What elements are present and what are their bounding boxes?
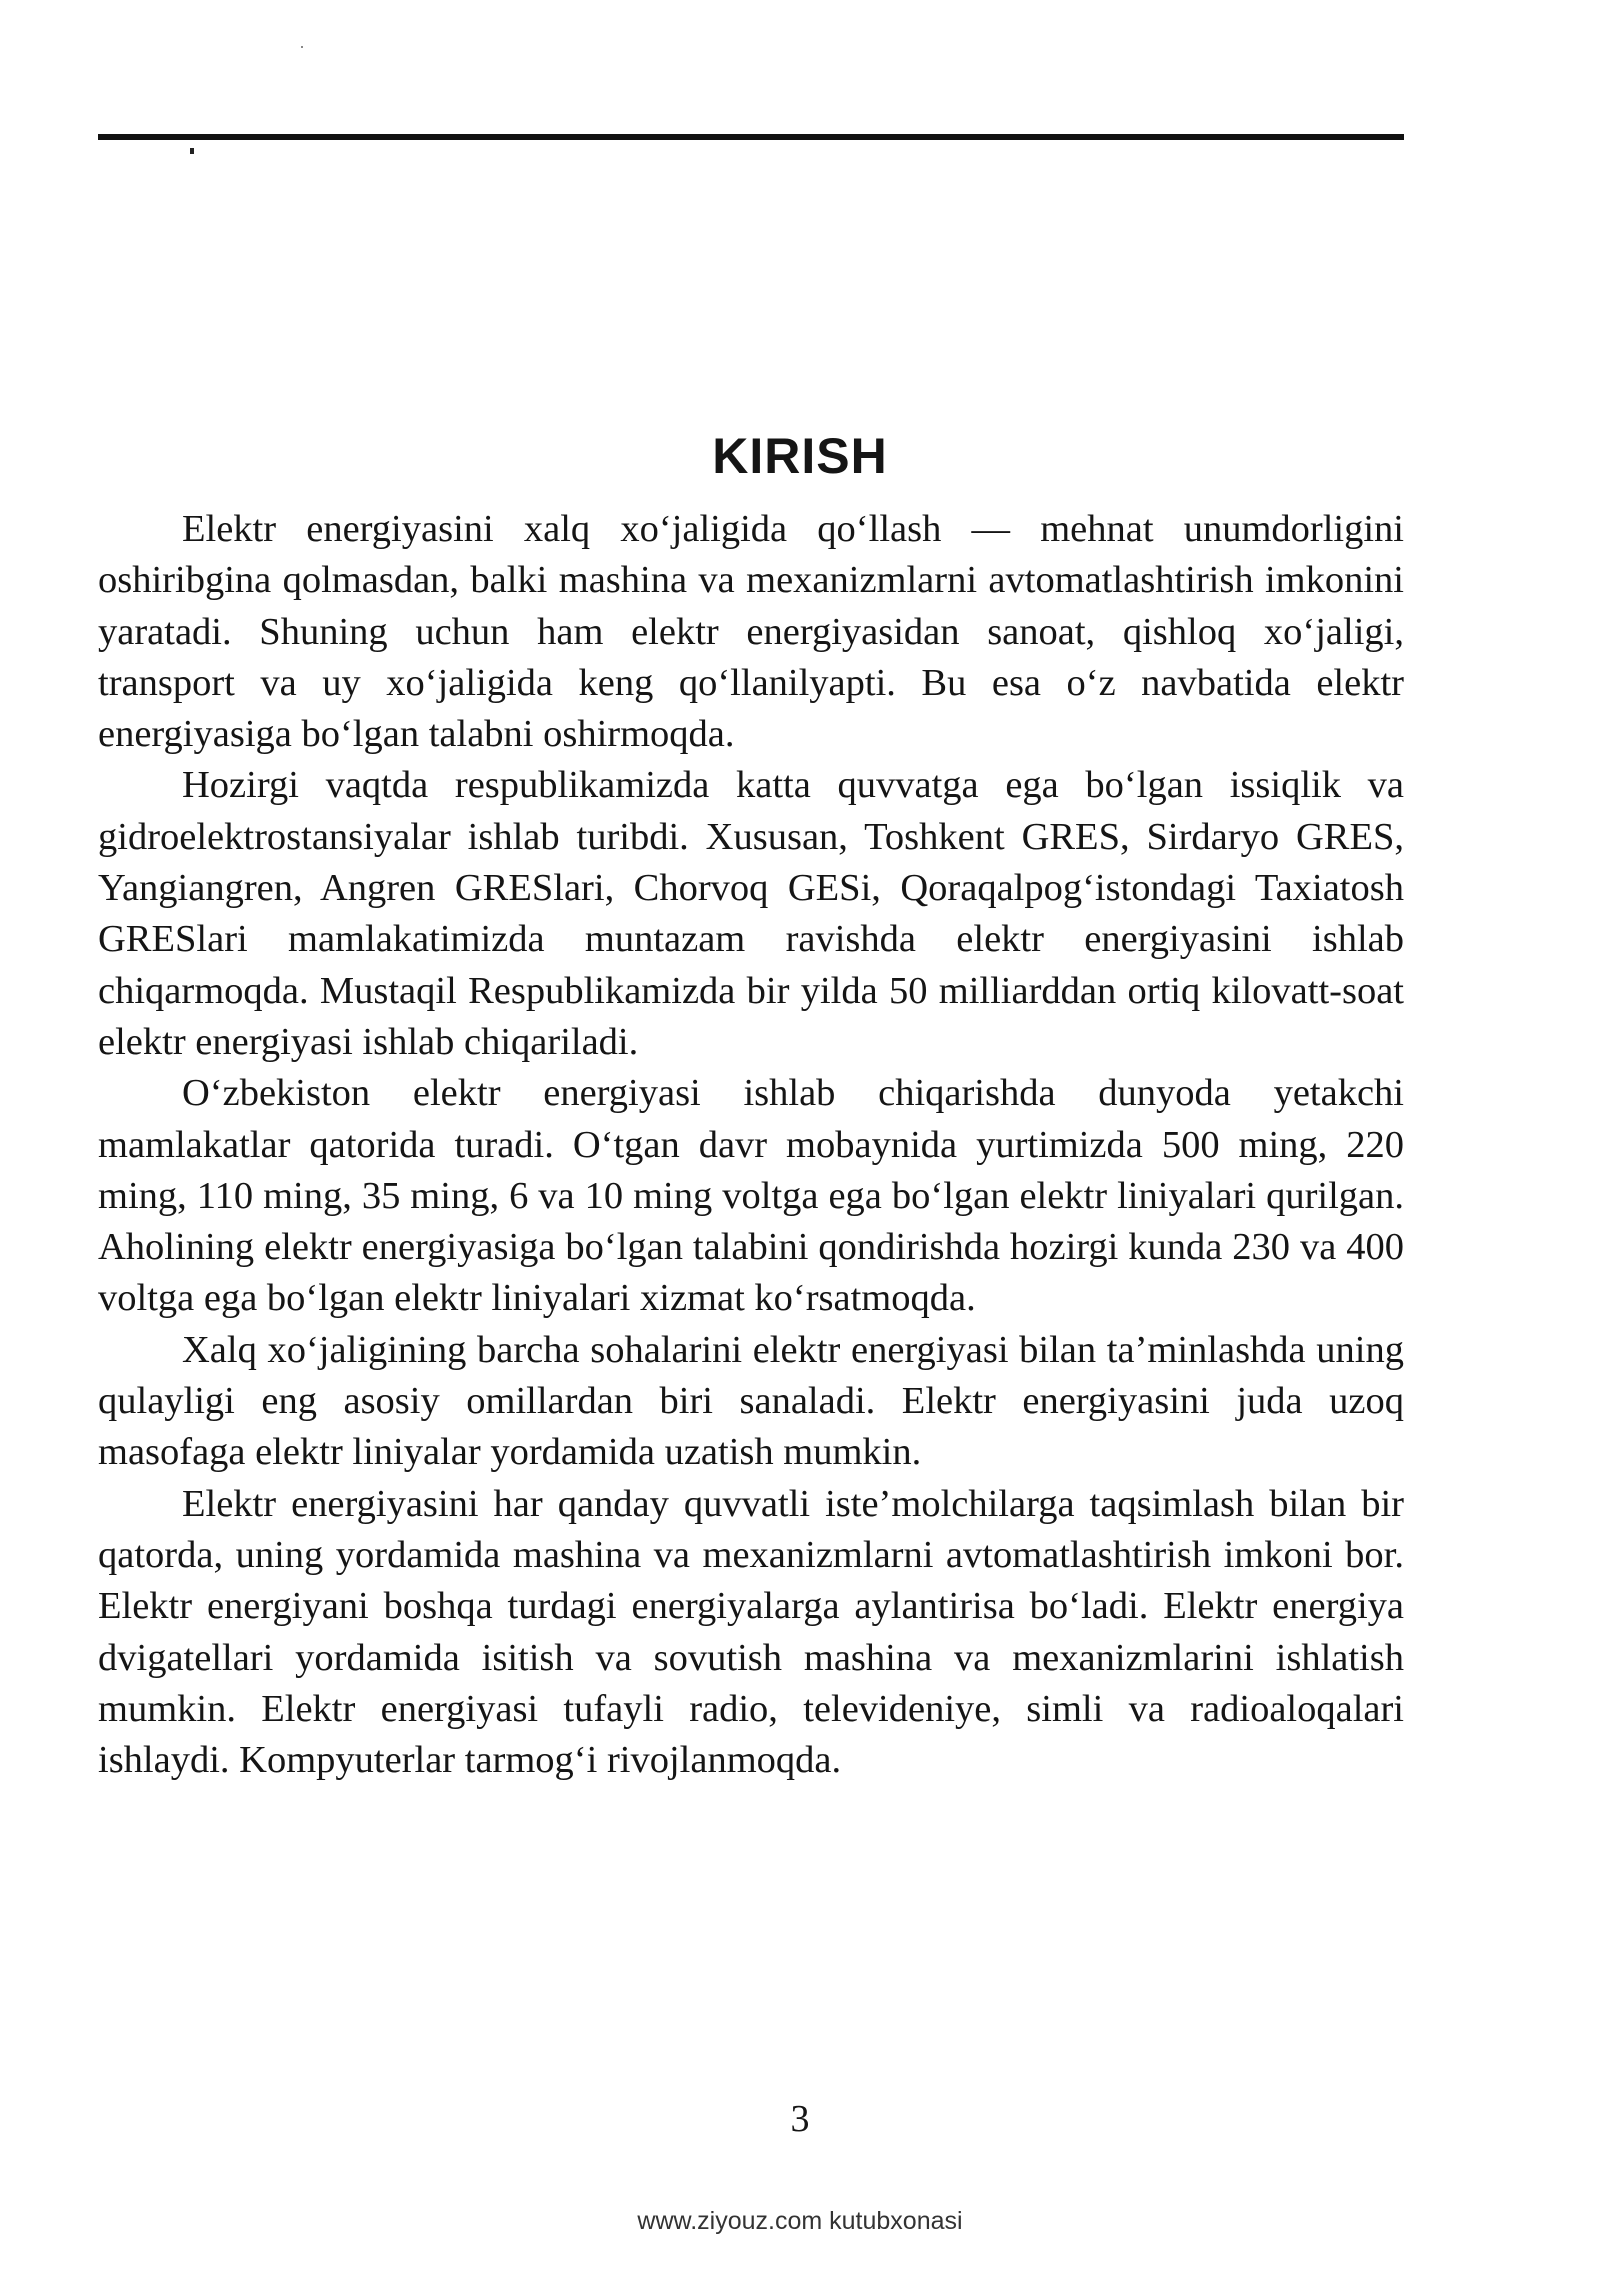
body-text (98, 504, 1404, 1786)
header-rule (98, 134, 1404, 140)
footer-credit: www.ziyouz.com kutubxonasi (637, 2207, 963, 2235)
page-title: KIRISH (712, 427, 888, 484)
scan-speck (190, 148, 194, 154)
paragraph: Elektr energiyasini xalq xo‘jaligida qo‘llash — mehnat unumdorligini oshiribgina qolmasdan, balki mashina va mexanizmlarni avtomatlashtirish imkonini yaratadi. Shuning uchun ham elektr energiyasidan sanoat, qishloq xo‘jaligi, transport va uy xo‘jaligida keng qo‘llanilyapti. Bu esa o‘z navbatida elektr energiyasiga bo‘lgan talabni oshirmoqda. (98, 508, 1404, 756)
paragraph: Xalq xo‘jaligining barcha sohalarini elektr energiyasi bilan ta’minlashda uning qulayligi eng asosiy omillardan biri sanaladi. Elektr energiyasini juda uzoq masofaga elektr liniyalar yordamida uzatish mumkin. (98, 1328, 1404, 1474)
paragraph: O‘zbekiston elektr energiyasi ishlab chiqarishda dunyoda yetakchi mamlakatlar qatorida turadi. O‘tgan davr mobaynida yurtimizda 500 ming, 220 ming, 110 ming, 35 ming, 6 va 10 ming voltga ega bo‘lgan elektr liniyalari qurilgan. Aholining elektr energiyasiga bo‘lgan talabini qondirishda hozirgi kunda 230 va 400 voltga ega bo‘lgan elektr liniyalari xizmat ko‘rsatmoqda. (98, 1072, 1404, 1320)
page-number: 3 (790, 2098, 810, 2140)
paragraph: Hozirgi vaqtda respublikamizda katta quvvatga ega bo‘lgan issiqlik va gidroelektrostansiyalar ishlab turibdi. Xususan, Toshkent GRES, Sirdaryo GRES, Yangiangren, Angren GRESlari, Chorvoq GESi, Qoraqalpog‘istondagi Taxiatosh GRESlari mamlakatimizda muntazam ravishda elektr energiyasini ishlab chiqarmoqda. Mustaqil Respublikamizda bir yilda 50 milliarddan ortiq kilovatt-soat elektr energiyasi ishlab chiqariladi. (98, 764, 1404, 1063)
scan-speck (301, 46, 303, 48)
paragraph: Elektr energiyasini har qanday quvvatli iste’molchilarga taqsimlash bilan bir qatorda, uning yordamida mashina va mexanizmlarni avtomatlashtirish imkoni bor. Elektr energiyani boshqa turdagi energiyalarga aylantirisa bo‘ladi. Elektr energiya dvigatellari yordamida isitish va sovutish mashina va mexanizmlarini ishlatish mumkin. Elektr energiyasi tufayli radio, televideniye, simli va radioaloqalari ishlaydi. Kompyuterlar tarmog‘i rivojlanmoqda. (98, 1482, 1404, 1782)
